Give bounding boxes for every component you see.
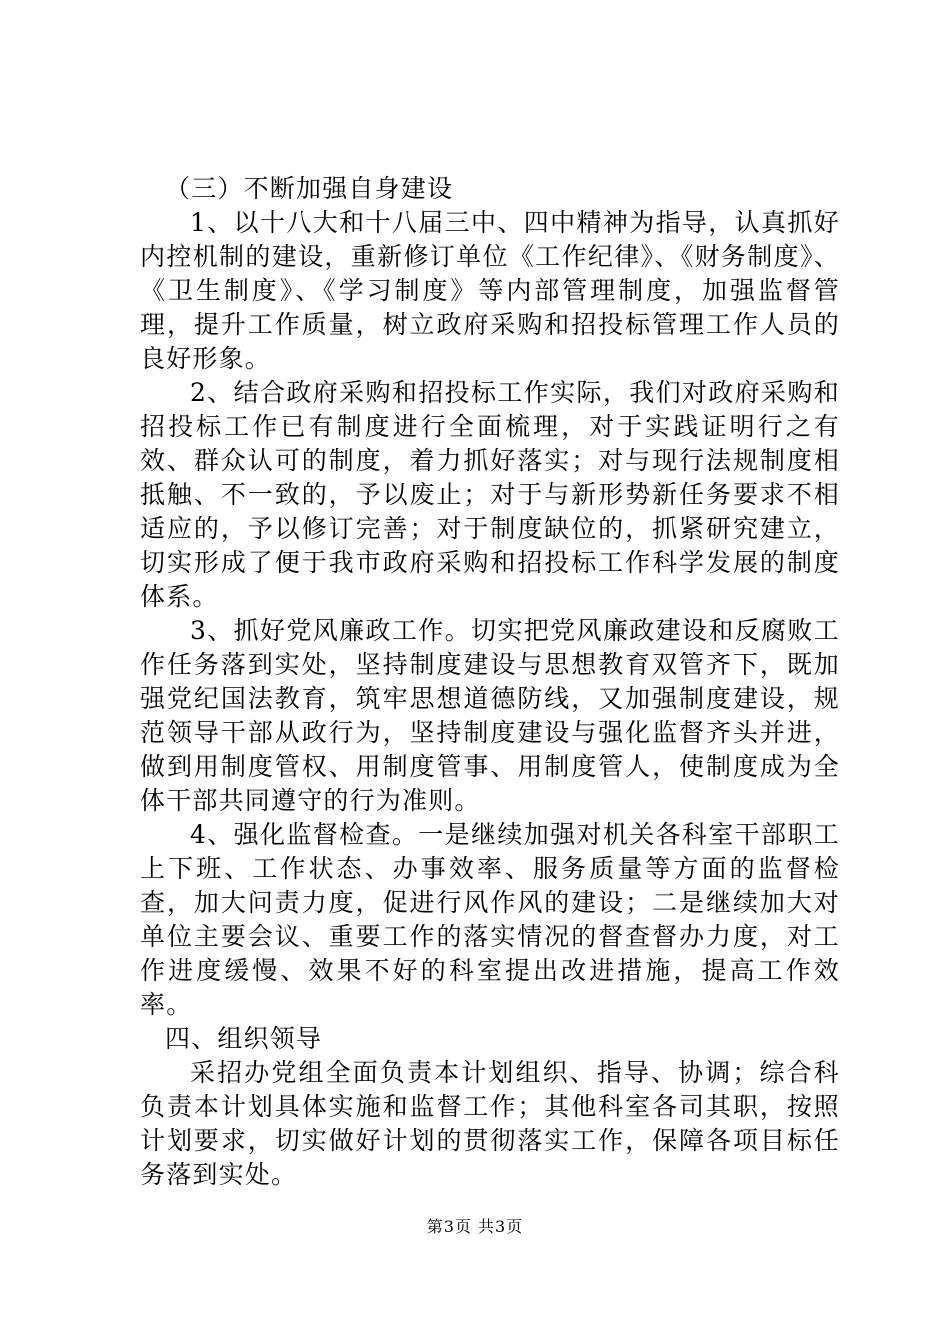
paragraph-3: 3、抓好党风廉政工作。切实把党风廉政建设和反腐败工作任务落到实处，坚持制度建设与思想教育双管齐下，既加强党纪国法教育，筑牢思想道德防线，又加强制度建设，规范领导干部从政行为，坚持制度建设与强化监督齐头并进，做到用制度管权、用制度管事、用制度管人，使制度成为全体干部共同遵守的行为准则。	[140, 616, 840, 815]
paragraph-4: 4、强化监督检查。一是继续加强对机关各科室干部职工上下班、工作状态、办事效率、服务质量等方面的监督检查，加大问责力度，促进行风作风的建设；二是继续加大对单位主要会议、重要工作的落实情况的督查督办力度，对工作进度缓慢、效果不好的科室提出改进措施，提高工作效率。	[140, 820, 840, 1019]
paragraph-5: 采招办党组全面负责本计划组织、指导、协调；综合科负责本计划具体实施和监督工作；其他科室各司其职，按照计划要求，切实做好计划的贯彻落实工作，保障各项目标任务落到实处。	[140, 1058, 840, 1189]
paragraph-1: 1、以十八大和十八届三中、四中精神为指导，认真抓好内控机制的建设，重新修订单位《工作纪律》、《财务制度》、《卫生制度》、《学习制度》等内部管理制度，加强监督管理，提升工作质量，树立政府采购和招投标管理工作人员的良好形象。	[140, 208, 840, 373]
paragraph-2: 2、结合政府采购和招投标工作实际，我们对政府采购和招投标工作已有制度进行全面梳理，对于实践证明行之有效、群众认可的制度，着力抓好落实；对与现行法规制度相抵触、不一致的，予以废止；对于与新形势新任务要求不相适应的，予以修订完善；对于制度缺位的，抓紧研究建立，切实形成了便于我市政府采购和招投标工作科学发展的制度体系。	[140, 378, 840, 611]
section-heading-3: （三）不断加强自身建设	[165, 174, 454, 203]
section-heading-4: 四、组织领导	[165, 1024, 323, 1053]
page-number-footer: 第3页 共3页	[426, 1217, 524, 1236]
document-body	[140, 172, 840, 1192]
